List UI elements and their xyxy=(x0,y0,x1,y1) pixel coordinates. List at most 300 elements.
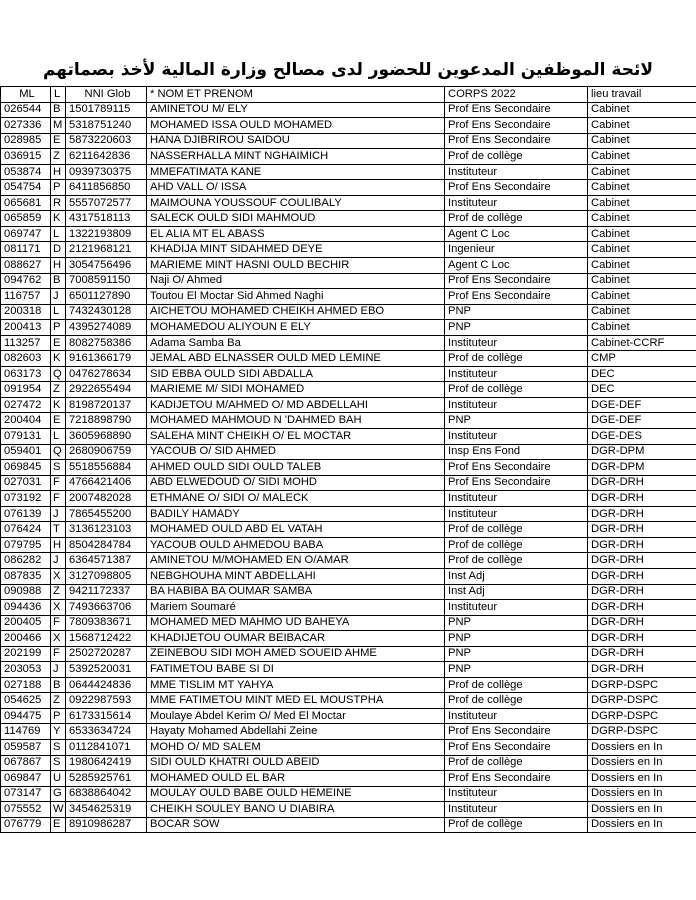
cell-nni: 3127098805 xyxy=(66,568,147,584)
cell-lieu: Cabinet xyxy=(588,180,696,196)
cell-lieu: Dossiers en In xyxy=(588,802,696,818)
table-row xyxy=(1,662,696,678)
cell-name: NEBGHOUHA MINT ABDELLAHI xyxy=(147,568,445,584)
cell-lieu: Cabinet xyxy=(588,118,696,134)
cell-nni: 3454625319 xyxy=(66,802,147,818)
cell-corps: Instituteur xyxy=(445,786,588,802)
cell-letter: Z xyxy=(51,693,66,709)
cell-corps: PNP xyxy=(445,304,588,320)
cell-letter: G xyxy=(51,786,66,802)
cell-ml: 027188 xyxy=(1,677,51,693)
cell-name: MOHAMED OULD ABD EL VATAH xyxy=(147,522,445,538)
cell-ml: 073192 xyxy=(1,491,51,507)
cell-letter: L xyxy=(51,304,66,320)
cell-nni: 7493663706 xyxy=(66,600,147,616)
cell-letter: E xyxy=(51,817,66,833)
cell-name: Hayaty Mohamed Abdellahi Zeine xyxy=(147,724,445,740)
document-title: لائحة الموظفين المدعوين للحضور لدى مصالح وزارة المالية لأخذ بصماتهم xyxy=(42,60,654,80)
cell-letter: J xyxy=(51,506,66,522)
cell-name: MME FATIMETOU MINT MED EL MOUSTPHA xyxy=(147,693,445,709)
cell-corps: Agent C Loc xyxy=(445,226,588,242)
table-row xyxy=(1,133,696,149)
column-header-l: L xyxy=(51,87,66,103)
cell-lieu: Cabinet xyxy=(588,195,696,211)
cell-lieu: Cabinet xyxy=(588,211,696,227)
cell-ml: 076424 xyxy=(1,522,51,538)
table-row xyxy=(1,102,696,118)
cell-lieu: DGRP-DSPC xyxy=(588,677,696,693)
cell-corps: Prof Ens Secondaire xyxy=(445,133,588,149)
cell-ml: 113257 xyxy=(1,335,51,351)
table-row xyxy=(1,149,696,165)
cell-letter: Z xyxy=(51,382,66,398)
cell-nni: 7008591150 xyxy=(66,273,147,289)
table-row xyxy=(1,537,696,553)
cell-nni: 0939730375 xyxy=(66,164,147,180)
cell-name: MMEFATIMATA KANE xyxy=(147,164,445,180)
cell-letter: H xyxy=(51,258,66,274)
table-row xyxy=(1,568,696,584)
cell-ml: 027472 xyxy=(1,397,51,413)
cell-name: AHMED OULD SIDI OULD TALEB xyxy=(147,460,445,476)
table-row xyxy=(1,755,696,771)
cell-nni: 6501127890 xyxy=(66,289,147,305)
cell-nni: 2007482028 xyxy=(66,491,147,507)
cell-letter: F xyxy=(51,475,66,491)
cell-nni: 6838864042 xyxy=(66,786,147,802)
cell-lieu: Cabinet xyxy=(588,164,696,180)
cell-lieu: DGRP-DSPC xyxy=(588,708,696,724)
cell-letter: L xyxy=(51,429,66,445)
table-row xyxy=(1,429,696,445)
cell-ml: 063173 xyxy=(1,366,51,382)
cell-ml: 088627 xyxy=(1,258,51,274)
cell-name: ETHMANE O/ SIDI O/ MALECK xyxy=(147,491,445,507)
cell-corps: Prof de collège xyxy=(445,522,588,538)
cell-letter: M xyxy=(51,118,66,134)
cell-ml: 116757 xyxy=(1,289,51,305)
cell-lieu: DGR-DPM xyxy=(588,444,696,460)
cell-lieu: DGR-DRH xyxy=(588,491,696,507)
cell-letter: E xyxy=(51,335,66,351)
cell-nni: 2922655494 xyxy=(66,382,147,398)
cell-name: SALECK OULD SIDI MAHMOUD xyxy=(147,211,445,227)
cell-ml: 200466 xyxy=(1,631,51,647)
cell-lieu: Cabinet xyxy=(588,102,696,118)
cell-letter: P xyxy=(51,180,66,196)
cell-letter: J xyxy=(51,662,66,678)
cell-lieu: Dossiers en In xyxy=(588,739,696,755)
table-row xyxy=(1,460,696,476)
cell-lieu: Cabinet xyxy=(588,289,696,305)
cell-lieu: DGR-DRH xyxy=(588,537,696,553)
cell-lieu: Cabinet xyxy=(588,273,696,289)
cell-nni: 5318751240 xyxy=(66,118,147,134)
cell-nni: 2680906759 xyxy=(66,444,147,460)
table-row xyxy=(1,164,696,180)
cell-nni: 2502720287 xyxy=(66,646,147,662)
cell-name: SALEHA MINT CHEIKH O/ EL MOCTAR xyxy=(147,429,445,445)
cell-letter: P xyxy=(51,320,66,336)
cell-letter: Z xyxy=(51,584,66,600)
table-row xyxy=(1,522,696,538)
cell-lieu: Cabinet xyxy=(588,149,696,165)
cell-ml: 202199 xyxy=(1,646,51,662)
cell-corps: Instituteur xyxy=(445,600,588,616)
cell-ml: 054754 xyxy=(1,180,51,196)
cell-corps: Prof de collège xyxy=(445,817,588,833)
cell-corps: Prof de collège xyxy=(445,351,588,367)
cell-letter: X xyxy=(51,568,66,584)
cell-letter: D xyxy=(51,242,66,258)
cell-lieu: DGR-DRH xyxy=(588,646,696,662)
cell-corps: Prof Ens Secondaire xyxy=(445,724,588,740)
cell-letter: B xyxy=(51,102,66,118)
cell-ml: 076139 xyxy=(1,506,51,522)
cell-ml: 073147 xyxy=(1,786,51,802)
cell-corps: Prof Ens Secondaire xyxy=(445,771,588,787)
table-row xyxy=(1,739,696,755)
table-row xyxy=(1,335,696,351)
cell-letter: S xyxy=(51,460,66,476)
table-row xyxy=(1,817,696,833)
cell-letter: L xyxy=(51,226,66,242)
cell-lieu: Cabinet xyxy=(588,133,696,149)
cell-lieu: DGR-DRH xyxy=(588,475,696,491)
table-row xyxy=(1,195,696,211)
cell-ml: 059401 xyxy=(1,444,51,460)
cell-nni: 9161366179 xyxy=(66,351,147,367)
cell-lieu: DGR-DRH xyxy=(588,631,696,647)
cell-ml: 069845 xyxy=(1,460,51,476)
cell-nni: 7432430128 xyxy=(66,304,147,320)
table-row xyxy=(1,366,696,382)
cell-letter: B xyxy=(51,677,66,693)
cell-nni: 8198720137 xyxy=(66,397,147,413)
cell-nni: 6173315614 xyxy=(66,708,147,724)
table-row xyxy=(1,444,696,460)
cell-corps: Prof de collège xyxy=(445,382,588,398)
cell-letter: K xyxy=(51,211,66,227)
table-row xyxy=(1,802,696,818)
cell-letter: P xyxy=(51,708,66,724)
cell-name: Mariem Soumaré xyxy=(147,600,445,616)
cell-nni: 8082758386 xyxy=(66,335,147,351)
table-row xyxy=(1,180,696,196)
cell-name: CHEIKH SOULEY BANO U DIABIRA xyxy=(147,802,445,818)
cell-letter: F xyxy=(51,646,66,662)
cell-nni: 7809383671 xyxy=(66,615,147,631)
cell-lieu: Cabinet xyxy=(588,226,696,242)
table-row xyxy=(1,553,696,569)
cell-nni: 5518556884 xyxy=(66,460,147,476)
table-row xyxy=(1,491,696,507)
cell-ml: 094762 xyxy=(1,273,51,289)
cell-lieu: DEC xyxy=(588,366,696,382)
cell-name: HANA DJIBRIROU SAIDOU xyxy=(147,133,445,149)
table-row xyxy=(1,771,696,787)
cell-lieu: DGR-DRH xyxy=(588,600,696,616)
cell-corps: Prof Ens Secondaire xyxy=(445,102,588,118)
table-row xyxy=(1,413,696,429)
cell-corps: Prof de collège xyxy=(445,677,588,693)
column-header-corps: CORPS 2022 xyxy=(445,87,588,103)
cell-corps: Prof de collège xyxy=(445,755,588,771)
table-row xyxy=(1,693,696,709)
cell-name: AMINETOU M/ ELY xyxy=(147,102,445,118)
cell-corps: Prof Ens Secondaire xyxy=(445,118,588,134)
cell-ml: 082603 xyxy=(1,351,51,367)
cell-lieu: Cabinet xyxy=(588,304,696,320)
cell-nni: 0644424836 xyxy=(66,677,147,693)
cell-lieu: Dossiers en In xyxy=(588,755,696,771)
column-header-nni: NNI Glob xyxy=(66,87,147,103)
cell-letter: J xyxy=(51,553,66,569)
table-row xyxy=(1,273,696,289)
cell-corps: Prof de collège xyxy=(445,537,588,553)
cell-nni: 3054756496 xyxy=(66,258,147,274)
cell-letter: K xyxy=(51,397,66,413)
cell-name: MOHD O/ MD SALEM xyxy=(147,739,445,755)
cell-ml: 053874 xyxy=(1,164,51,180)
cell-ml: 091954 xyxy=(1,382,51,398)
cell-name: NASSERHALLA MINT NGHAIMICH xyxy=(147,149,445,165)
table-row xyxy=(1,258,696,274)
cell-ml: 094475 xyxy=(1,708,51,724)
cell-letter: Z xyxy=(51,149,66,165)
cell-corps: Instituteur xyxy=(445,506,588,522)
cell-nni: 7218898790 xyxy=(66,413,147,429)
cell-lieu: DGE-DEF xyxy=(588,413,696,429)
cell-nni: 4766421406 xyxy=(66,475,147,491)
staff-table xyxy=(0,86,696,833)
cell-corps: Insp Ens Fond xyxy=(445,444,588,460)
cell-letter: H xyxy=(51,164,66,180)
cell-corps: Instituteur xyxy=(445,708,588,724)
cell-name: YACOUB OULD AHMEDOU BABA xyxy=(147,537,445,553)
cell-ml: 054625 xyxy=(1,693,51,709)
table-row xyxy=(1,304,696,320)
cell-name: MOHAMED ISSA OULD MOHAMED xyxy=(147,118,445,134)
cell-lieu: DGR-DRH xyxy=(588,662,696,678)
cell-lieu: Dossiers en In xyxy=(588,786,696,802)
cell-nni: 0476278634 xyxy=(66,366,147,382)
table-row xyxy=(1,584,696,600)
cell-corps: Prof de collège xyxy=(445,693,588,709)
cell-letter: R xyxy=(51,195,66,211)
cell-letter: S xyxy=(51,755,66,771)
cell-name: ZEINEBOU SIDI MOH AMED SOUEID AHME xyxy=(147,646,445,662)
cell-lieu: DGR-DRH xyxy=(588,615,696,631)
cell-letter: F xyxy=(51,491,66,507)
cell-nni: 0112841071 xyxy=(66,739,147,755)
table-row xyxy=(1,226,696,242)
table-row xyxy=(1,506,696,522)
cell-letter: T xyxy=(51,522,66,538)
cell-corps: PNP xyxy=(445,615,588,631)
column-header-name: * NOM ET PRENOM xyxy=(147,87,445,103)
table-row xyxy=(1,475,696,491)
cell-ml: 200404 xyxy=(1,413,51,429)
cell-name: Naji O/ Ahmed xyxy=(147,273,445,289)
cell-lieu: Cabinet xyxy=(588,320,696,336)
cell-name: KADIJETOU M/AHMED O/ MD ABDELLAHI xyxy=(147,397,445,413)
cell-lieu: Dossiers en In xyxy=(588,817,696,833)
cell-ml: 079131 xyxy=(1,429,51,445)
table-header-row xyxy=(1,87,696,103)
cell-nni: 6364571387 xyxy=(66,553,147,569)
cell-name: MOHAMED MED MAHMO UD BAHEYA xyxy=(147,615,445,631)
cell-lieu: DGRP-DSPC xyxy=(588,724,696,740)
cell-corps: Prof Ens Secondaire xyxy=(445,460,588,476)
cell-nni: 0922987593 xyxy=(66,693,147,709)
table-row xyxy=(1,724,696,740)
cell-name: MARIEME M/ SIDI MOHAMED xyxy=(147,382,445,398)
cell-nni: 6211642836 xyxy=(66,149,147,165)
cell-lieu: DGE-DEF xyxy=(588,397,696,413)
cell-corps: Instituteur xyxy=(445,195,588,211)
cell-name: EL ALIA MT EL ABASS xyxy=(147,226,445,242)
table-row xyxy=(1,320,696,336)
cell-nni: 1501789115 xyxy=(66,102,147,118)
cell-name: MARIEME MINT HASNI OULD BECHIR xyxy=(147,258,445,274)
column-header-lieu: lieu travail xyxy=(588,87,696,103)
table-row xyxy=(1,631,696,647)
cell-name: YACOUB O/ SID AHMED xyxy=(147,444,445,460)
cell-corps: Inst Adj xyxy=(445,584,588,600)
cell-corps: Prof Ens Secondaire xyxy=(445,180,588,196)
cell-ml: 065681 xyxy=(1,195,51,211)
cell-corps: Instituteur xyxy=(445,164,588,180)
cell-lieu: Cabinet xyxy=(588,258,696,274)
cell-corps: PNP xyxy=(445,662,588,678)
cell-name: MAIMOUNA YOUSSOUF COULIBALY xyxy=(147,195,445,211)
cell-name: AMINETOU M/MOHAMED EN O/AMAR xyxy=(147,553,445,569)
cell-ml: 087835 xyxy=(1,568,51,584)
cell-corps: Instituteur xyxy=(445,397,588,413)
cell-lieu: Cabinet-CCRF xyxy=(588,335,696,351)
cell-nni: 6533634724 xyxy=(66,724,147,740)
table-row xyxy=(1,677,696,693)
cell-corps: Ingenieur xyxy=(445,242,588,258)
cell-letter: E xyxy=(51,133,66,149)
table-row xyxy=(1,646,696,662)
cell-letter: Y xyxy=(51,724,66,740)
cell-name: FATIMETOU BABE SI DI xyxy=(147,662,445,678)
cell-name: Adama Samba Ba xyxy=(147,335,445,351)
table-body xyxy=(1,102,696,833)
cell-name: MME TISLIM MT YAHYA xyxy=(147,677,445,693)
cell-ml: 036915 xyxy=(1,149,51,165)
cell-letter: H xyxy=(51,537,66,553)
cell-ml: 059587 xyxy=(1,739,51,755)
cell-corps: Instituteur xyxy=(445,429,588,445)
cell-name: MOHAMED OULD EL BAR xyxy=(147,771,445,787)
cell-corps: Prof Ens Secondaire xyxy=(445,739,588,755)
cell-lieu: DGRP-DSPC xyxy=(588,693,696,709)
cell-lieu: DGR-DPM xyxy=(588,460,696,476)
cell-nni: 1980642419 xyxy=(66,755,147,771)
cell-letter: F xyxy=(51,615,66,631)
cell-name: MOULAY OULD BABE OULD HEMEINE xyxy=(147,786,445,802)
cell-letter: K xyxy=(51,351,66,367)
cell-nni: 6411856850 xyxy=(66,180,147,196)
cell-nni: 3605968890 xyxy=(66,429,147,445)
cell-name: BA HABIBA BA OUMAR SAMBA xyxy=(147,584,445,600)
cell-nni: 5873220603 xyxy=(66,133,147,149)
cell-letter: E xyxy=(51,413,66,429)
cell-corps: Instituteur xyxy=(445,335,588,351)
cell-ml: 081171 xyxy=(1,242,51,258)
cell-corps: PNP xyxy=(445,413,588,429)
table-row xyxy=(1,600,696,616)
cell-nni: 5392520031 xyxy=(66,662,147,678)
cell-letter: J xyxy=(51,289,66,305)
cell-name: Moulaye Abdel Kerim O/ Med El Moctar xyxy=(147,708,445,724)
cell-lieu: DGR-DRH xyxy=(588,553,696,569)
table-row xyxy=(1,351,696,367)
cell-name: AICHETOU MOHAMED CHEIKH AHMED EBO xyxy=(147,304,445,320)
cell-ml: 028985 xyxy=(1,133,51,149)
cell-nni: 1568712422 xyxy=(66,631,147,647)
table-row xyxy=(1,708,696,724)
cell-letter: W xyxy=(51,802,66,818)
cell-ml: 079795 xyxy=(1,537,51,553)
cell-letter: Q xyxy=(51,444,66,460)
cell-corps: Inst Adj xyxy=(445,568,588,584)
cell-ml: 069847 xyxy=(1,771,51,787)
cell-name: KHADIJA MINT SIDAHMED DEYE xyxy=(147,242,445,258)
cell-name: AHD VALL O/ ISSA xyxy=(147,180,445,196)
cell-letter: U xyxy=(51,771,66,787)
cell-ml: 090988 xyxy=(1,584,51,600)
cell-ml: 065859 xyxy=(1,211,51,227)
cell-nni: 8910986287 xyxy=(66,817,147,833)
cell-ml: 027336 xyxy=(1,118,51,134)
cell-ml: 027031 xyxy=(1,475,51,491)
cell-corps: Instituteur xyxy=(445,366,588,382)
table-row xyxy=(1,382,696,398)
cell-ml: 094436 xyxy=(1,600,51,616)
cell-corps: Prof Ens Secondaire xyxy=(445,475,588,491)
cell-lieu: DGE-DES xyxy=(588,429,696,445)
cell-corps: PNP xyxy=(445,631,588,647)
table-row xyxy=(1,397,696,413)
cell-nni: 3136123103 xyxy=(66,522,147,538)
cell-ml: 200413 xyxy=(1,320,51,336)
cell-letter: S xyxy=(51,739,66,755)
table-row xyxy=(1,211,696,227)
cell-lieu: DGR-DRH xyxy=(588,522,696,538)
cell-letter: X xyxy=(51,600,66,616)
cell-name: SID EBBA OULD SIDI ABDALLA xyxy=(147,366,445,382)
cell-letter: X xyxy=(51,631,66,647)
cell-nni: 5557072577 xyxy=(66,195,147,211)
cell-ml: 026544 xyxy=(1,102,51,118)
cell-name: BADILY HAMADY xyxy=(147,506,445,522)
cell-ml: 067867 xyxy=(1,755,51,771)
cell-corps: Agent C Loc xyxy=(445,258,588,274)
cell-name: MOHAMEDOU ALIYOUN E ELY xyxy=(147,320,445,336)
table-row xyxy=(1,615,696,631)
cell-nni: 1322193809 xyxy=(66,226,147,242)
cell-lieu: CMP xyxy=(588,351,696,367)
cell-lieu: DEC xyxy=(588,382,696,398)
cell-corps: PNP xyxy=(445,320,588,336)
cell-lieu: DGR-DRH xyxy=(588,568,696,584)
cell-ml: 086282 xyxy=(1,553,51,569)
cell-lieu: DGR-DRH xyxy=(588,584,696,600)
